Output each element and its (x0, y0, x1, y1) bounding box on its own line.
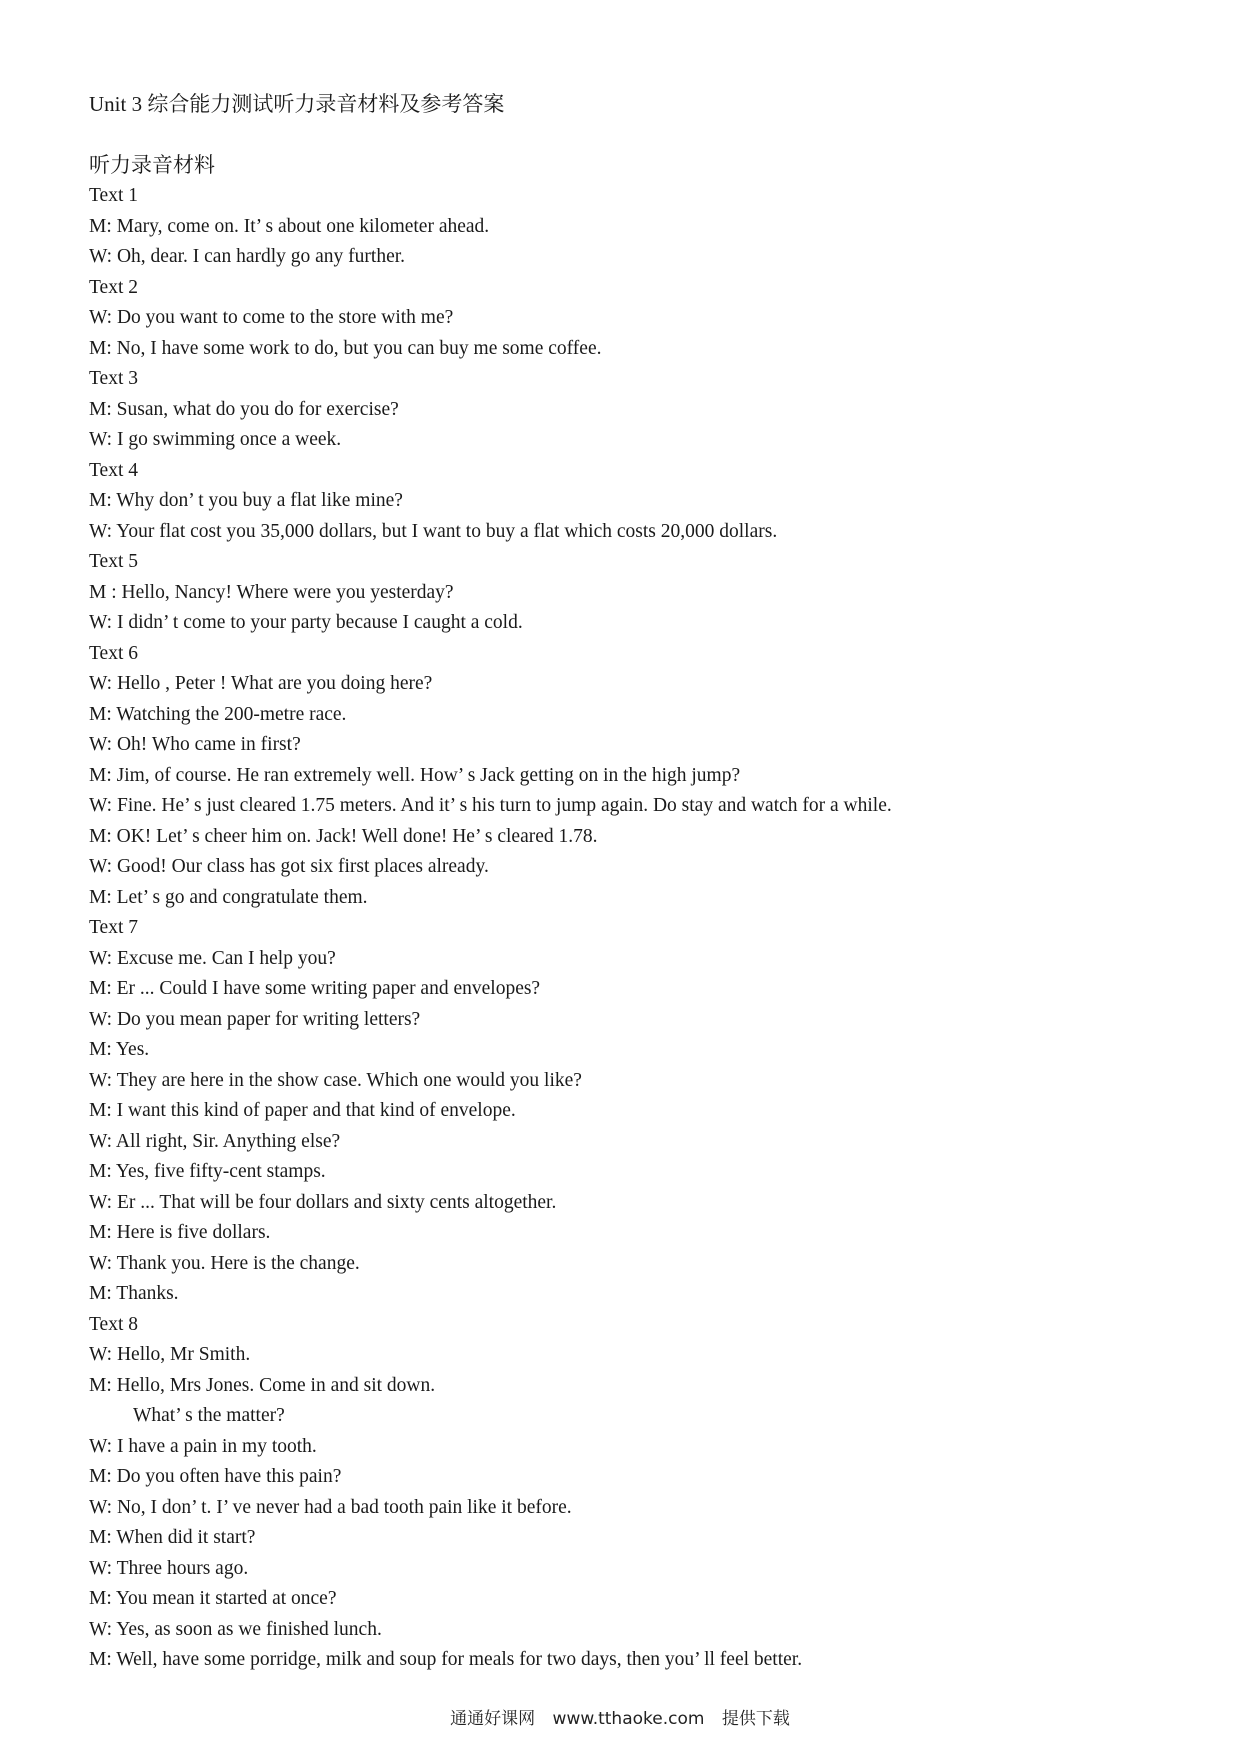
transcript-body (89, 181, 1189, 1676)
dialogue-line: M: When did it start? (89, 1527, 256, 1548)
dialogue-line: M: I want this kind of paper and that kind of envelope. (89, 1100, 516, 1121)
text-section-label: Text 6 (89, 642, 138, 664)
dialogue-line: W: I didn’ t come to your party because I caught a cold. (89, 612, 523, 633)
text-section-label: Text 1 (89, 185, 138, 206)
footer-brand: 通通好课网 (450, 1709, 536, 1729)
text-section-label: Text 3 (89, 368, 138, 389)
dialogue-line: W: Thank you. Here is the change. (89, 1252, 360, 1274)
dialogue-line: M: Thanks. (89, 1283, 179, 1304)
dialogue-line: M: Watching the 200-metre race. (89, 703, 347, 725)
dialogue-line: W: Hello , Peter ! What are you doing here? (89, 673, 433, 694)
section-heading: 听力录音材料 (89, 153, 215, 177)
dialogue-line: M: You mean it started at once? (89, 1588, 337, 1609)
dialogue-line: W: Oh, dear. I can hardly go any further. (89, 246, 406, 267)
dialogue-line: M: Yes. (89, 1039, 150, 1060)
dialogue-line: W: Er ... That will be four dollars and sixty cents altogether. (89, 1191, 557, 1213)
footer-url[interactable]: www.tthaoke.com (552, 1709, 705, 1729)
dialogue-line: W: Hello, Mr Smith. (89, 1344, 251, 1365)
document-title: Unit 3 综合能力测试听力录音材料及参考答案 (89, 92, 505, 116)
dialogue-line: W: Do you want to come to the store with me? (89, 307, 454, 328)
dialogue-line: W: All right, Sir. Anything else? (89, 1130, 341, 1152)
dialogue-line: M: No, I have some work to do, but you can buy me some coffee. (89, 337, 602, 359)
dialogue-line: M : Hello, Nancy! Where were you yesterday? (89, 581, 454, 603)
dialogue-line: W: Fine. He’ s just cleared 1.75 meters. And it’ s his turn to jump again. Do stay and watch for a while. (89, 795, 892, 816)
dialogue-line: W: Good! Our class has got six first places already. (89, 856, 489, 877)
dialogue-line: M: Here is five dollars. (89, 1222, 271, 1243)
dialogue-line: M: Do you often have this pain? (89, 1466, 342, 1487)
footer-note: 提供下载 (721, 1709, 790, 1729)
dialogue-line: W: They are here in the show case. Which one would you like? (89, 1069, 582, 1091)
dialogue-line: M: Mary, come on. It’ s about one kilometer ahead. (89, 215, 490, 237)
dialogue-line: M: Let’ s go and congratulate them. (89, 886, 368, 908)
text-section-label: Text 8 (89, 1313, 138, 1335)
dialogue-line: What’ s the matter? (133, 1405, 285, 1426)
dialogue-line: W: No, I don’ t. I’ ve never had a bad tooth pain like it before. (89, 1496, 572, 1518)
text-section-label: Text 5 (89, 551, 138, 572)
dialogue-line: M: Well, have some porridge, milk and soup for meals for two days, then you’ ll feel better. (89, 1649, 803, 1670)
dialogue-line: W: Yes, as soon as we finished lunch. (89, 1618, 382, 1640)
text-section-label: Text 7 (89, 917, 138, 938)
page-footer (0, 1707, 1240, 1731)
dialogue-line: M: Jim, of course. He ran extremely well. How’ s Jack getting on in the high jump? (89, 764, 741, 786)
text-section-label: Text 2 (89, 276, 138, 298)
dialogue-line: M: Why don’ t you buy a flat like mine? (89, 490, 403, 511)
dialogue-line: W: Excuse me. Can I help you? (89, 947, 336, 969)
dialogue-line: M: Hello, Mrs Jones. Come in and sit down. (89, 1374, 436, 1396)
dialogue-line: M: Susan, what do you do for exercise? (89, 398, 399, 420)
dialogue-line: W: Do you mean paper for writing letters? (89, 1008, 421, 1030)
text-section-label: Text 4 (89, 459, 138, 481)
dialogue-line: M: Er ... Could I have some writing paper and envelopes? (89, 978, 541, 999)
dialogue-line: W: Oh! Who came in first? (89, 734, 301, 755)
dialogue-line: W: I have a pain in my tooth. (89, 1435, 317, 1457)
dialogue-line: M: Yes, five fifty-cent stamps. (89, 1161, 326, 1182)
dialogue-line: W: Three hours ago. (89, 1557, 249, 1579)
dialogue-line: W: Your flat cost you 35,000 dollars, but I want to buy a flat which costs 20,000 dollars. (89, 520, 778, 542)
dialogue-line: W: I go swimming once a week. (89, 429, 342, 450)
dialogue-line: M: OK! Let’ s cheer him on. Jack! Well done! He’ s cleared 1.78. (89, 825, 598, 847)
